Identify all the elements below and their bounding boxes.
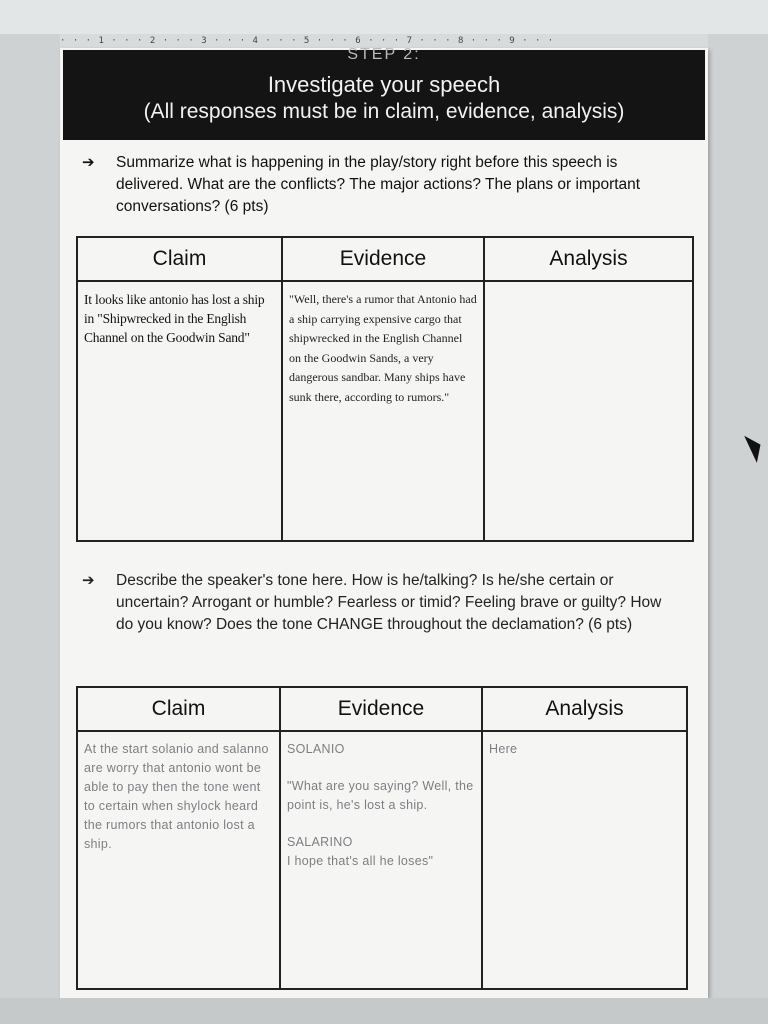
header-evidence: Evidence [282,237,484,281]
header-claim: Claim [77,687,280,731]
analysis-cell[interactable] [484,281,693,541]
evidence-speaker-solanio[interactable]: SOLANIO [287,742,345,756]
table-row [77,281,693,541]
analysis-cell[interactable] [482,731,687,989]
question-tone-text: Describe the speaker's tone here. How is he/talking? Is he/she certain or uncertain? Arrogant or humble? Fearless or timid? Feeling brave or guilty? How do you know? Does the tone CHANGE throughout the declamation? (6 pts) [116,572,662,633]
header-claim: Claim [77,237,282,281]
table-header-row [77,687,687,731]
bottom-screen-strip [0,998,768,1024]
step-label: STEP 2: [347,46,421,60]
evidence-text[interactable]: "Well, there's a rumor that Antonio had a ship carrying expensive cargo that shipwrecked in the English Channel on the Goodwin Sands, a very dangerous sandbar. Many ships have sunk there, according to rumors." [289,292,477,404]
evidence-quote-2[interactable]: I hope that's all he loses" [287,854,434,868]
top-screen-strip [0,0,768,34]
table-row [77,731,687,989]
analysis-text[interactable]: Here [489,742,518,756]
claim-text[interactable]: At the start solanio and salanno are worry that antonio wont be able to pay then the tone went to certain when shylock heard the rumors that antonio lost a ship. [84,742,269,851]
arrow-bullet-icon: ➔ [82,572,95,589]
question-tone [82,570,682,636]
banner-subtitle: (All responses must be in claim, evidence, analysis) [143,100,625,123]
cer-table-tone [76,686,688,990]
header-evidence: Evidence [280,687,482,731]
analysis-text[interactable] [485,282,692,298]
cer-table-summary [76,236,694,542]
evidence-block[interactable] [281,732,481,879]
mouse-cursor-icon [744,431,767,463]
question-summarize [82,152,682,218]
step-banner [63,46,705,140]
claim-cell[interactable] [77,731,280,989]
question-summarize-text: Summarize what is happening in the play/story right before this speech is delivered. What are the conflicts? The major actions? The plans or important conversations? (6 pts) [116,154,641,215]
document-ruler[interactable]: · · · 1 · · · 2 · · · 3 · · · 4 · · · 5 · · · 6 · · · 7 · · · 8 · · · 9 · · · [60,34,708,49]
header-analysis: Analysis [484,237,693,281]
header-analysis: Analysis [482,687,687,731]
evidence-cell[interactable] [282,281,484,541]
banner-title: Investigate your speech [267,72,501,97]
document-page[interactable] [60,48,708,998]
claim-text[interactable]: It looks like antonio has lost a ship in "Shipwrecked in the English Channel on the Goodwin Sand" [84,292,265,345]
evidence-speaker-salarino[interactable]: SALARINO [287,835,353,849]
evidence-quote-1[interactable]: "What are you saying? Well, the point is, he's lost a ship. [287,779,474,812]
arrow-bullet-icon: ➔ [82,154,95,171]
evidence-cell[interactable] [280,731,482,989]
claim-cell[interactable] [77,281,282,541]
table-header-row [77,237,693,281]
